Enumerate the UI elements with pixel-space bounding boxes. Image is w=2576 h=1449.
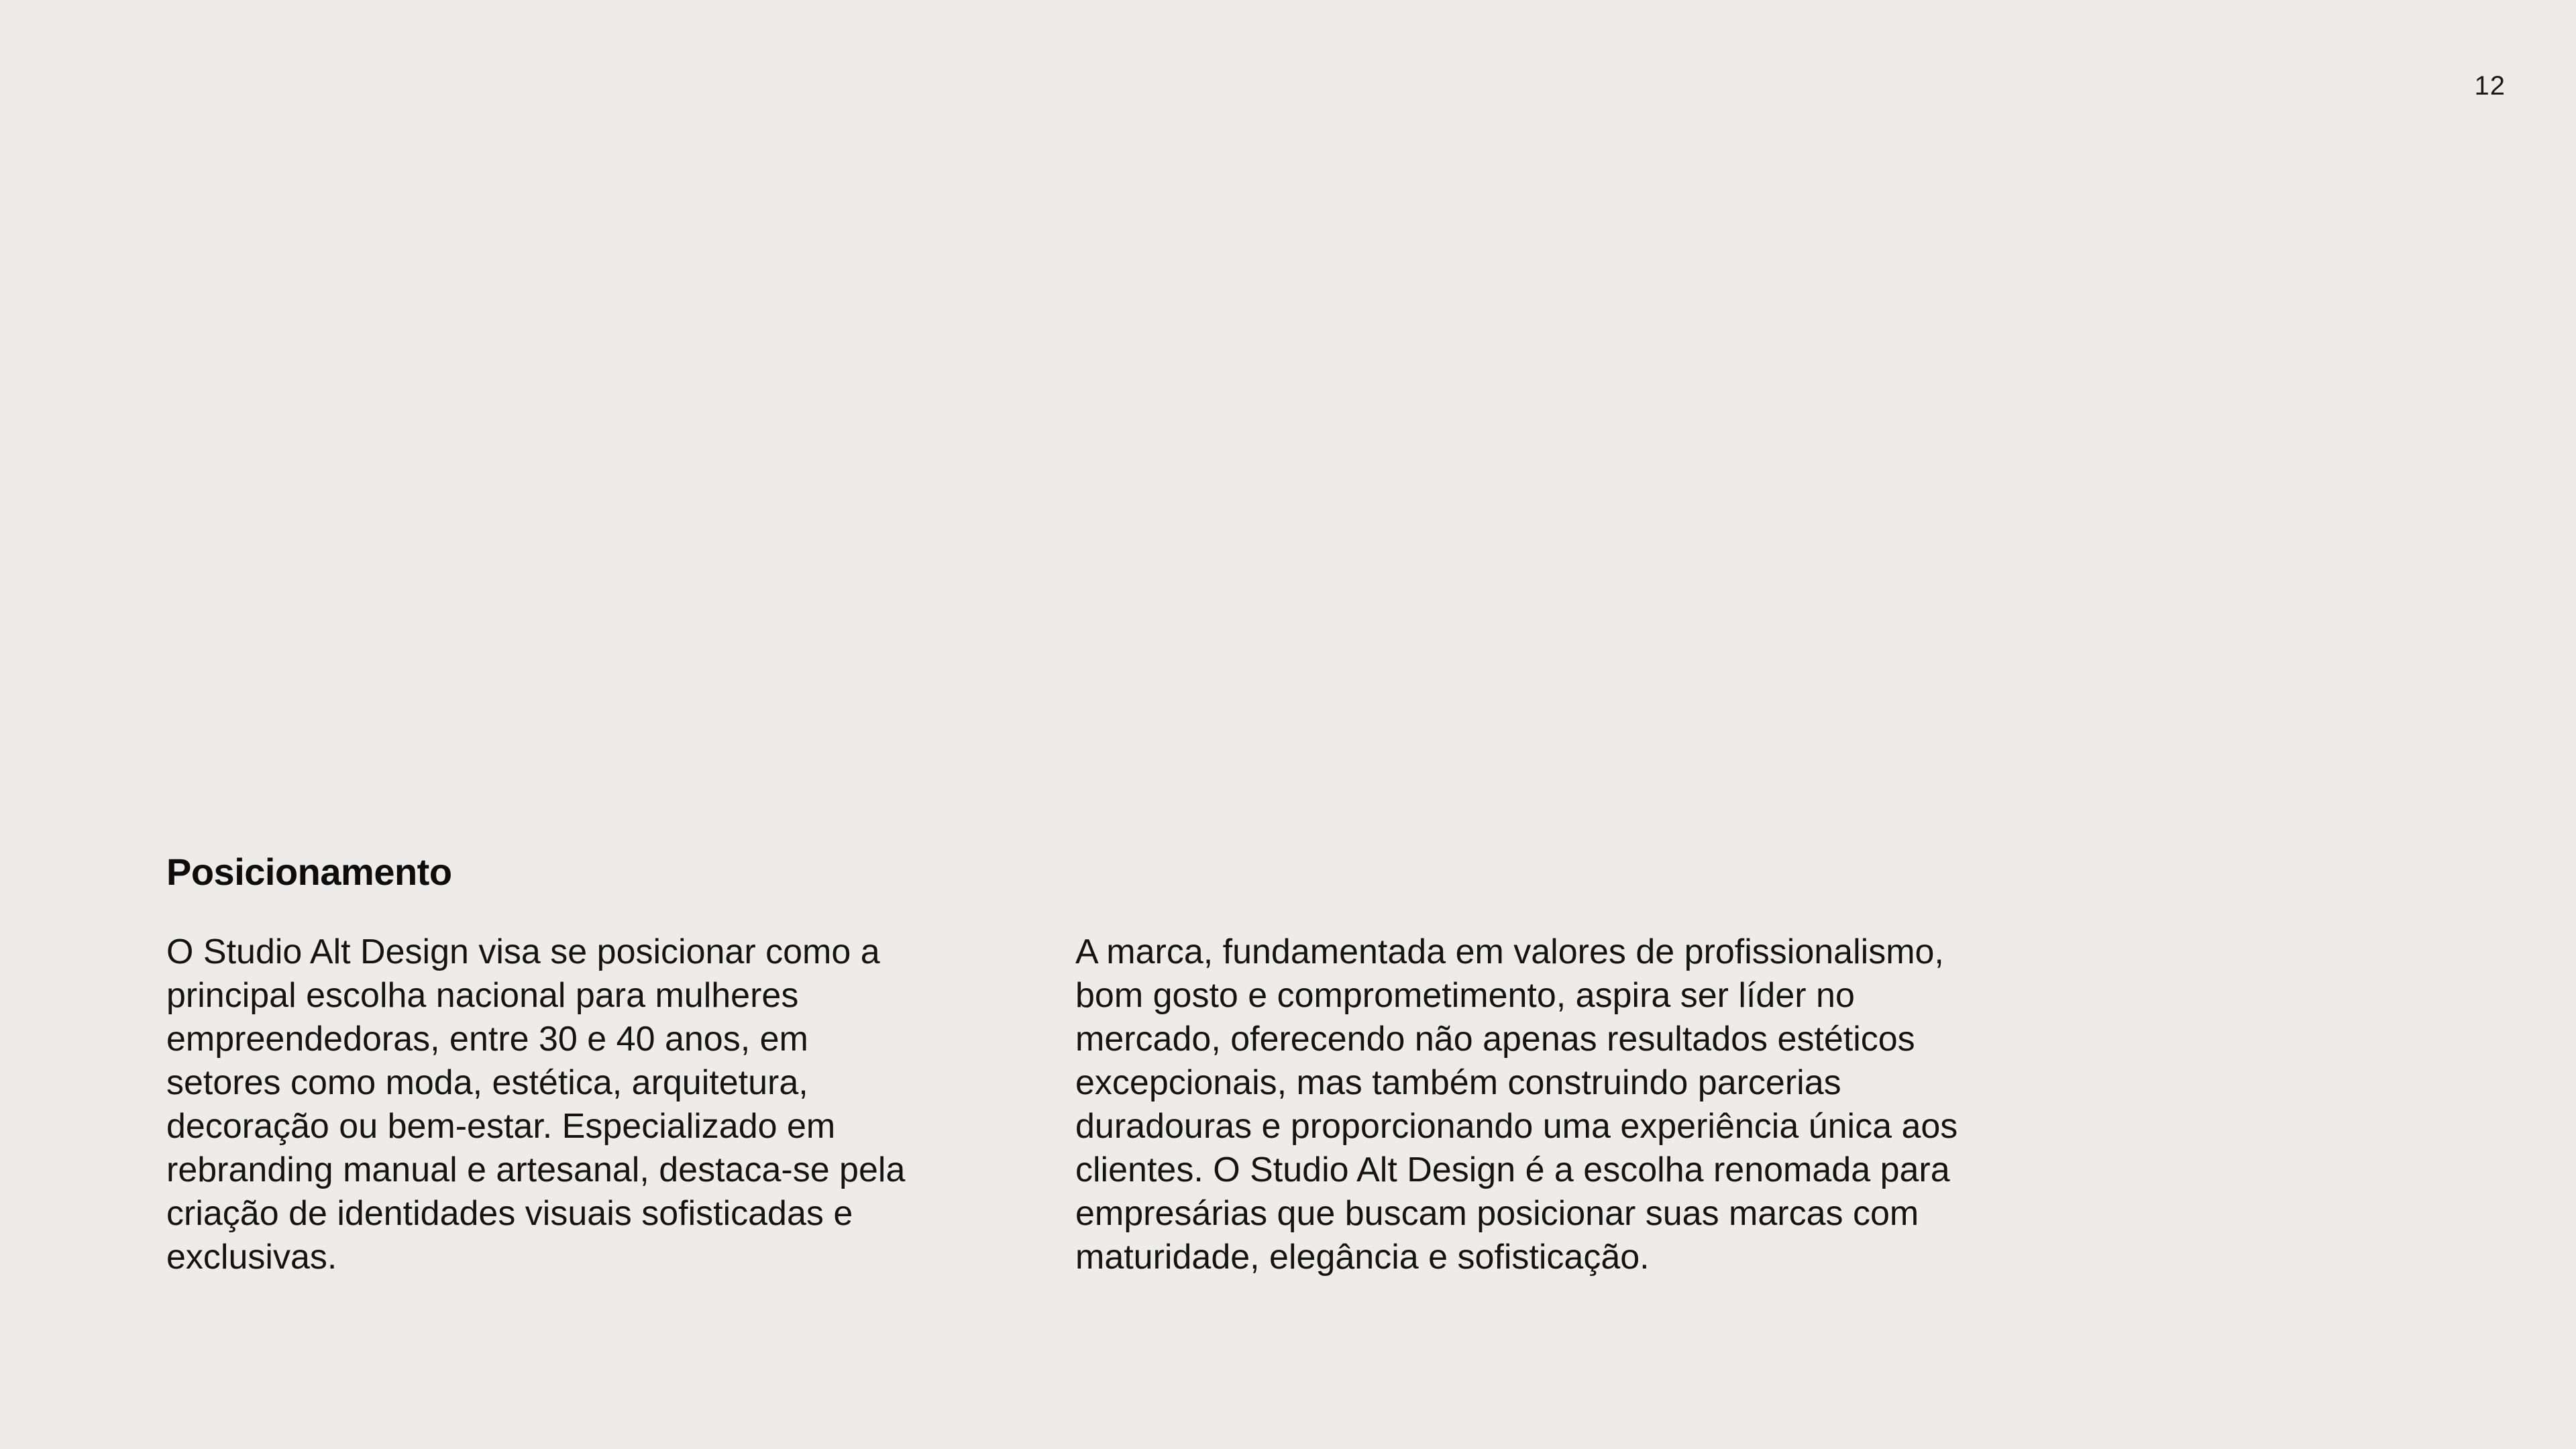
section-title: Posicionamento [166, 851, 452, 893]
body-line: setores como moda, estética, arquitetura, [166, 1063, 808, 1102]
body-text-left-column [166, 930, 1012, 1279]
body-line: principal escolha nacional para mulheres [166, 976, 799, 1015]
body-line: decoração ou bem-estar. Especializado em [166, 1107, 836, 1146]
body-line: mercado, oferecendo não apenas resultados estéticos [1075, 1020, 1915, 1059]
page-number: 12 [2474, 71, 2506, 101]
body-line: O Studio Alt Design visa se posicionar como a [166, 932, 880, 971]
body-line: clientes. O Studio Alt Design é a escolha renomada para [1075, 1150, 1950, 1189]
body-line: duradouras e proporcionando uma experiência única aos [1075, 1107, 1958, 1146]
body-line: bom gosto e comprometimento, aspira ser líder no [1075, 976, 1855, 1015]
body-text-right-column [1075, 930, 2068, 1279]
body-line: exclusivas. [166, 1238, 337, 1277]
body-line: criação de identidades visuais sofisticadas e [166, 1194, 853, 1233]
body-line: rebranding manual e artesanal, destaca-se pela [166, 1150, 906, 1189]
body-line: empresárias que buscam posicionar suas marcas com [1075, 1194, 1919, 1233]
body-line: A marca, fundamentada em valores de profissionalismo, [1075, 932, 1944, 971]
body-line: empreendedoras, entre 30 e 40 anos, em [166, 1020, 808, 1059]
body-line: excepcionais, mas também construindo parcerias [1075, 1063, 1841, 1102]
body-line: maturidade, elegância e sofisticação. [1075, 1238, 1650, 1277]
